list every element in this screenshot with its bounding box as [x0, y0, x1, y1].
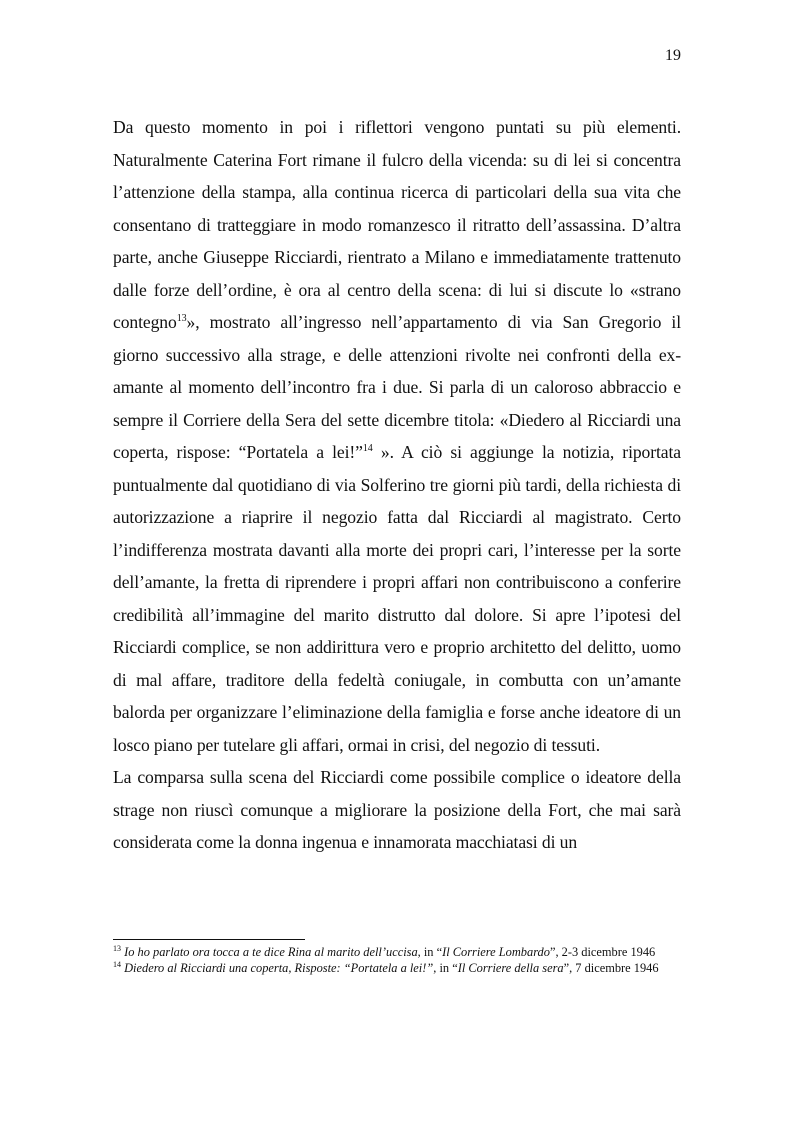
footnote-number: 14 [113, 959, 121, 969]
footnote-13 [113, 945, 681, 960]
paragraph-2: La comparsa sulla scena del Ricciardi come possibile complice o ideatore della strage non riuscì comunque a migliorare la posizione della Fort, che mai sarà considerata come la donna ingenua e innamorata macchiatasi di un [113, 767, 681, 852]
footnote-source: Il Corriere Lombardo [442, 945, 550, 959]
paragraph-1 [113, 111, 681, 761]
footnote-title: Diedero al Ricciardi una coperta, Risposte: “Portatela a lei!” [124, 960, 434, 975]
page-number: 19 [665, 47, 681, 64]
footnotes [113, 945, 681, 976]
footnote-ref-13: 13 [176, 313, 187, 324]
footnote-separator [113, 939, 305, 940]
footnote-connector: , in “ [433, 960, 458, 975]
footnote-date: ”, 2-3 dicembre 1946 [549, 945, 656, 959]
footnote-14 [113, 961, 681, 976]
footnote-date: ”, 7 dicembre 1946 [563, 960, 659, 975]
footnote-source: Il Corriere della sera [457, 960, 564, 975]
paragraph-1-part-1: Da questo momento in poi i riflettori vengono puntati su più elementi. Naturalmente Caterina Fort rimane il fulcro della vicenda: su di lei si concentra l’attenzione della stampa, alla continua ricerca di particolari della sua vita che consentano di tratteggiare in modo romanzesco il ritratto dell’assassina. D’altra parte, anche Giuseppe Ricciardi, rientrato a Milano e immediatamente trattenuto dalle forze dell’ordine, è ora al centro della scena: di lui si discute lo «strano contegno [113, 117, 681, 332]
footnote-number: 13 [113, 944, 121, 953]
body-text [113, 111, 681, 859]
footnote-ref-14: 14 [362, 443, 373, 454]
paragraph-1-part-2: », mostrato all’ingresso nell’appartamento di via San Gregorio il giorno successivo alla strage, e delle attenzioni rivolte nei confronti della ex-amante al momento dell’incontro fra i due. Si parla di un caloroso abbraccio e sempre il Corriere della Sera del sette dicembre titola: «Diedero al Ricciardi una coperta, rispose: “Portatela a lei!” [113, 312, 681, 462]
footnote-title: Io ho parlato ora tocca a te dice Rina al marito dell’uccisa [124, 945, 418, 959]
footnote-connector: , in “ [417, 945, 443, 959]
paragraph-1-part-3: ». A ciò si aggiunge la notizia, riportata puntualmente dal quotidiano di via Solferino tre giorni più tardi, della richiesta di autorizzazione a riaprire il negozio fatta dal Ricciardi al magistrato. Certo l’indifferenza mostrata davanti alla morte dei propri cari, l’interesse per la sorte dell’amante, la fretta di riprendere i propri affari non contribuiscono a conferire credibilità all’immagine del marito distrutto dal dolore. Si apre l’ipotesi del Ricciardi complice, se non addirittura vero e proprio architetto del delitto, uomo di mal affare, traditore della fedeltà coniugale, in combutta con un’amante balorda per organizzare l’eliminazione della famiglia e forse anche ideatore di un losco piano per tutelare gli affari, ormai in crisi, del negozio di tessuti. [113, 442, 682, 755]
